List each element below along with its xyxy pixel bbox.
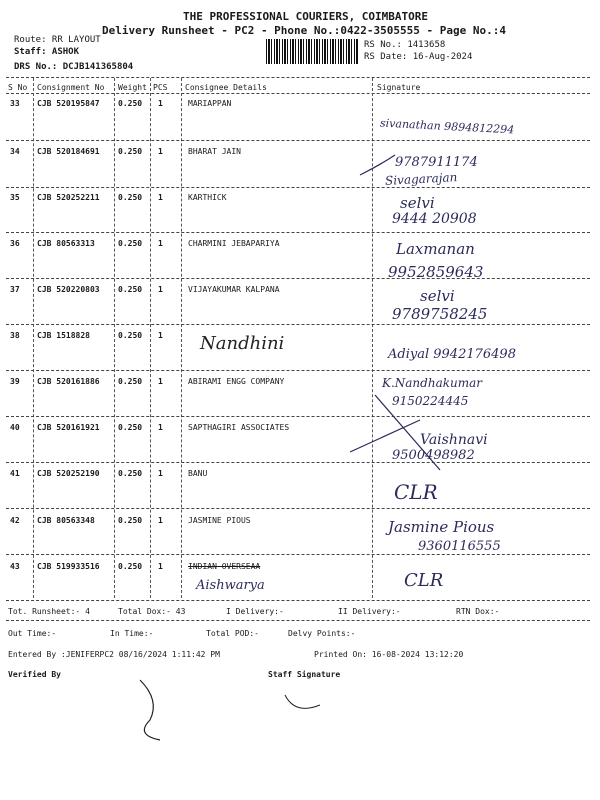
row-pcs: 1 xyxy=(158,516,163,525)
col-header-consignee: Consignee Details xyxy=(185,83,267,92)
handwritten-phone: 9500498982 xyxy=(392,448,475,463)
printed-on: Printed On: 16-08-2024 13:12:20 xyxy=(314,650,464,659)
handwritten-consignee: Nandhini xyxy=(200,333,285,354)
row-consignee: CHARMINI JEBAPARIYA xyxy=(188,239,280,248)
handwritten-phone: 9952859643 xyxy=(388,263,484,281)
col-header-consignment: Consignment No xyxy=(37,83,105,92)
rtn-dox: RTN Dox:- xyxy=(456,607,500,616)
row-consignee: SAPTHAGIRI ASSOCIATES xyxy=(188,423,290,432)
row-consignment: CJB 520184691 xyxy=(37,147,100,156)
row-sno: 33 xyxy=(10,99,20,108)
row-pcs: 1 xyxy=(158,562,163,571)
row-consignee: MARIAPPAN xyxy=(188,99,232,108)
row-sno: 42 xyxy=(10,516,20,525)
row-consignee: INDIAN OVERSEAA xyxy=(188,562,261,571)
handwritten-signature: selvi xyxy=(420,287,455,305)
handwritten-signature: sivanathan 9894812294 xyxy=(379,116,515,137)
col-header-pcs: PCS xyxy=(153,83,168,92)
row-weight: 0.250 xyxy=(118,239,143,248)
row-consignee: ABIRAMI ENGG COMPANY xyxy=(188,377,285,386)
total-pod: Total POD:- xyxy=(206,629,259,638)
row-consignment: CJB 80563313 xyxy=(37,239,95,248)
in-time: In Time:- xyxy=(110,629,154,638)
drs-number: DRS No.: DCJB141365804 xyxy=(14,62,134,72)
row-pcs: 1 xyxy=(158,469,163,478)
entered-by: Entered By :JENIFERPC2 08/16/2024 1:11:42 PM xyxy=(8,650,220,659)
row-pcs: 1 xyxy=(158,423,163,432)
handwritten-signature: Sivagarajan xyxy=(384,170,458,188)
row-pcs: 1 xyxy=(158,99,163,108)
row-consignment: CJB 520161886 xyxy=(37,377,100,386)
row-sno: 39 xyxy=(10,377,20,386)
row-pcs: 1 xyxy=(158,377,163,386)
row-consignee: BANU xyxy=(188,469,208,478)
col-header-sno: S No xyxy=(8,83,28,92)
rs-number: RS No.: 1413658 xyxy=(364,40,446,50)
row-sno: 43 xyxy=(10,562,20,571)
row-pcs: 1 xyxy=(158,331,163,340)
row-sno: 38 xyxy=(10,331,20,340)
row-weight: 0.250 xyxy=(118,99,143,108)
i-delivery: I Delivery:- xyxy=(226,607,284,616)
row-pcs: 1 xyxy=(158,147,163,156)
handwritten-phone: 9789758245 xyxy=(392,305,488,323)
delivery-points: Delvy Points:- xyxy=(288,629,356,638)
row-consignee: JASMINE PIOUS xyxy=(188,516,251,525)
row-consignee: KARTHICK xyxy=(188,193,227,202)
staff-label: Staff: ASHOK xyxy=(14,47,80,57)
col-header-weight: Weight xyxy=(118,83,147,92)
company-name: THE PROFESSIONAL COURIERS, COIMBATORE xyxy=(183,10,429,23)
row-weight: 0.250 xyxy=(118,562,143,571)
row-weight: 0.250 xyxy=(118,285,143,294)
total-dox: Total Dox:- 43 xyxy=(118,607,186,616)
row-sno: 40 xyxy=(10,423,20,432)
row-sno: 41 xyxy=(10,469,20,478)
handwritten-phone: 9150224445 xyxy=(392,394,469,408)
row-pcs: 1 xyxy=(158,193,163,202)
ii-delivery: II Delivery:- xyxy=(338,607,401,616)
handwritten-signature: Vaishnavi xyxy=(420,432,488,448)
footer-divider xyxy=(6,620,590,621)
handwritten-phone: 9444 20908 xyxy=(392,211,477,227)
total-runsheet: Tot. Runsheet:- 4 xyxy=(8,607,90,616)
row-consignee: BHARAT JAIN xyxy=(188,147,241,156)
row-consignment: CJB 1518828 xyxy=(37,331,90,340)
row-consignment: CJB 520220803 xyxy=(37,285,100,294)
route-label: Route: RR LAYOUT xyxy=(14,35,101,45)
row-consignment: CJB 520252211 xyxy=(37,193,100,202)
verified-by: Verified By xyxy=(8,670,61,679)
row-sno: 36 xyxy=(10,239,20,248)
row-consignment: CJB 519933516 xyxy=(37,562,100,571)
row-weight: 0.250 xyxy=(118,516,143,525)
handwritten-signature: Jasmine Pious xyxy=(388,518,495,536)
row-pcs: 1 xyxy=(158,239,163,248)
row-weight: 0.250 xyxy=(118,469,143,478)
row-sno: 37 xyxy=(10,285,20,294)
row-consignment: CJB 520195847 xyxy=(37,99,100,108)
handwritten-consignee: Aishwarya xyxy=(196,578,265,593)
handwritten-signature: CLR xyxy=(404,570,444,591)
handwritten-signature: K.Nandhakumar xyxy=(382,376,482,390)
handwritten-phone: 9787911174 xyxy=(395,155,478,170)
row-consignment: CJB 520252190 xyxy=(37,469,100,478)
staff-signature: Staff Signature xyxy=(268,670,341,679)
handwritten-signature: CLR xyxy=(394,480,438,504)
handwritten-signature: Adiyal 9942176498 xyxy=(388,347,516,362)
row-pcs: 1 xyxy=(158,285,163,294)
row-consignee: VIJAYAKUMAR KALPANA xyxy=(188,285,280,294)
col-header-signature: Signature xyxy=(377,83,421,92)
row-weight: 0.250 xyxy=(118,193,143,202)
handwritten-signature: selvi xyxy=(400,194,435,212)
row-consignment: CJB 80563348 xyxy=(37,516,95,525)
handwritten-phone: 9360116555 xyxy=(418,539,501,554)
handwritten-signature: Laxmanan xyxy=(396,240,475,258)
row-sno: 34 xyxy=(10,147,20,156)
row-weight: 0.250 xyxy=(118,331,143,340)
row-weight: 0.250 xyxy=(118,147,143,156)
row-weight: 0.250 xyxy=(118,377,143,386)
row-sno: 35 xyxy=(10,193,20,202)
out-time: Out Time:- xyxy=(8,629,57,638)
runsheet-subtitle: Delivery Runsheet - PC2 - Phone No.:0422-3505555 - Page No.:4 xyxy=(102,24,506,37)
row-weight: 0.250 xyxy=(118,423,143,432)
rs-date: RS Date: 16-Aug-2024 xyxy=(364,52,473,62)
row-consignment: CJB 520161921 xyxy=(37,423,100,432)
